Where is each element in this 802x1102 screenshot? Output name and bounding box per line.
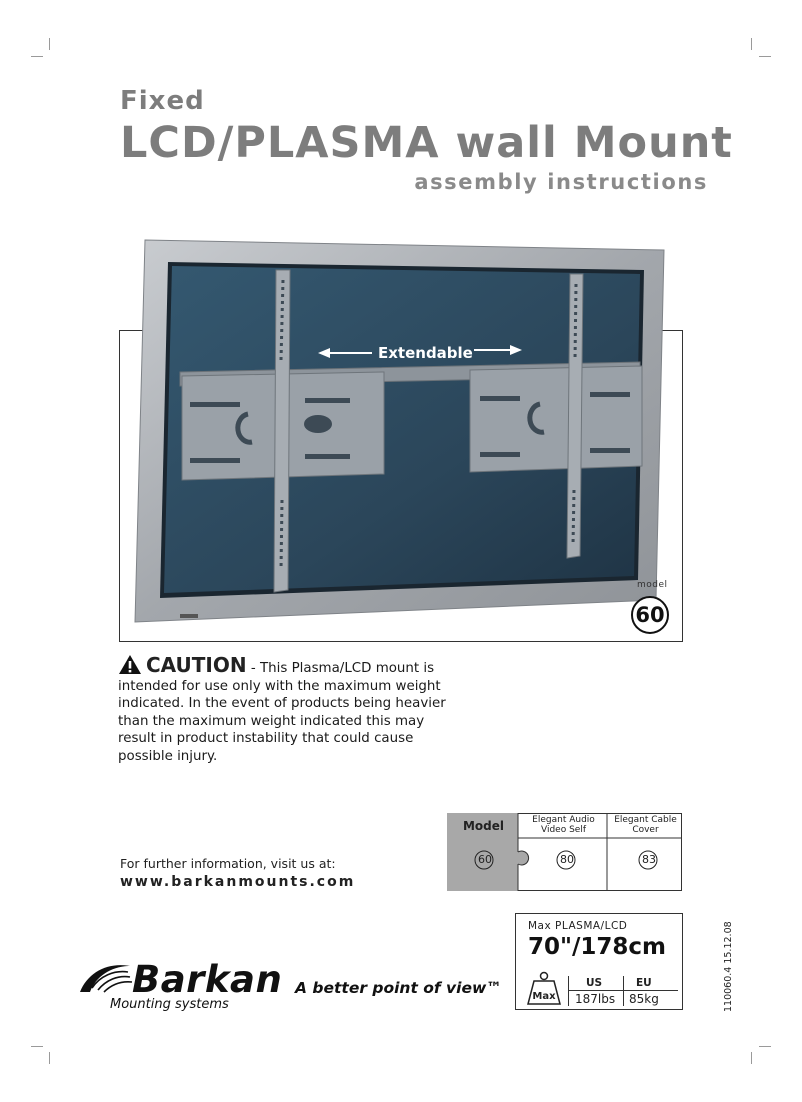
mount-arm-left: [274, 270, 290, 592]
divider: [568, 990, 678, 991]
crop-mark: [751, 1052, 752, 1064]
caution-title: CAUTION: [146, 653, 247, 677]
divider: [568, 976, 569, 1006]
brand-tagline: A better point of view™: [295, 979, 502, 997]
crop-mark: [31, 1046, 43, 1047]
model-number-badge: 60: [631, 596, 669, 634]
table-header-col2-line1: Elegant Cable: [614, 815, 677, 825]
max-specs-box: [515, 913, 683, 1010]
document-code: 110060.4 15.12.08: [723, 921, 734, 1012]
us-label: US: [586, 977, 603, 989]
table-header-col2-line2: Cover: [632, 825, 659, 835]
model-label: model: [637, 580, 668, 590]
brand-subtitle: Mounting systems: [110, 997, 229, 1012]
mount-arm-right: [567, 274, 583, 558]
extendable-label: Extendable: [378, 344, 473, 362]
website-link[interactable]: www.barkanmounts.com: [120, 874, 356, 890]
warning-triangle-icon: [118, 654, 142, 675]
table-cell-col2: 83: [642, 853, 656, 866]
tv-frame-detail: [180, 614, 198, 618]
eu-label: EU: [636, 977, 652, 989]
caution-text: - This Plasma/LCD mount is intended for use only with the maximum weight indicated. In the event of products being heavier than the maximum weight indicated this may result in product instability that could cause possible injury.: [118, 661, 446, 764]
table-cell-col1: 80: [560, 853, 574, 866]
table-header-model: Model: [462, 819, 505, 833]
page-subtitle: assembly instructions: [414, 170, 708, 194]
brand-name: Barkan: [132, 958, 283, 1001]
table-cell-model: 60: [478, 853, 492, 866]
table-header-col1-line1: Elegant Audio: [532, 815, 595, 825]
weight-icon-label: Max: [532, 991, 556, 1002]
header-fixed: Fixed: [120, 86, 205, 116]
info-text: For further information, visit us at:: [120, 856, 336, 871]
max-title: Max PLASMA/LCD: [528, 920, 628, 932]
max-screen-size: 70"/178cm: [528, 934, 666, 960]
caution-notice: [118, 654, 448, 765]
divider: [623, 976, 624, 1006]
table-header-col1-line2: Video Self: [541, 825, 586, 835]
crop-mark: [759, 1046, 771, 1047]
mount-plate-right: [470, 366, 642, 472]
page-title: LCD/PLASMA wall Mount: [120, 118, 733, 168]
compatibility-table: [447, 813, 682, 891]
barkan-logo-swoosh-icon: [78, 958, 136, 998]
eu-weight-value: 85kg: [629, 992, 659, 1006]
us-weight-value: 187lbs: [575, 992, 616, 1006]
crop-mark: [49, 1052, 50, 1064]
